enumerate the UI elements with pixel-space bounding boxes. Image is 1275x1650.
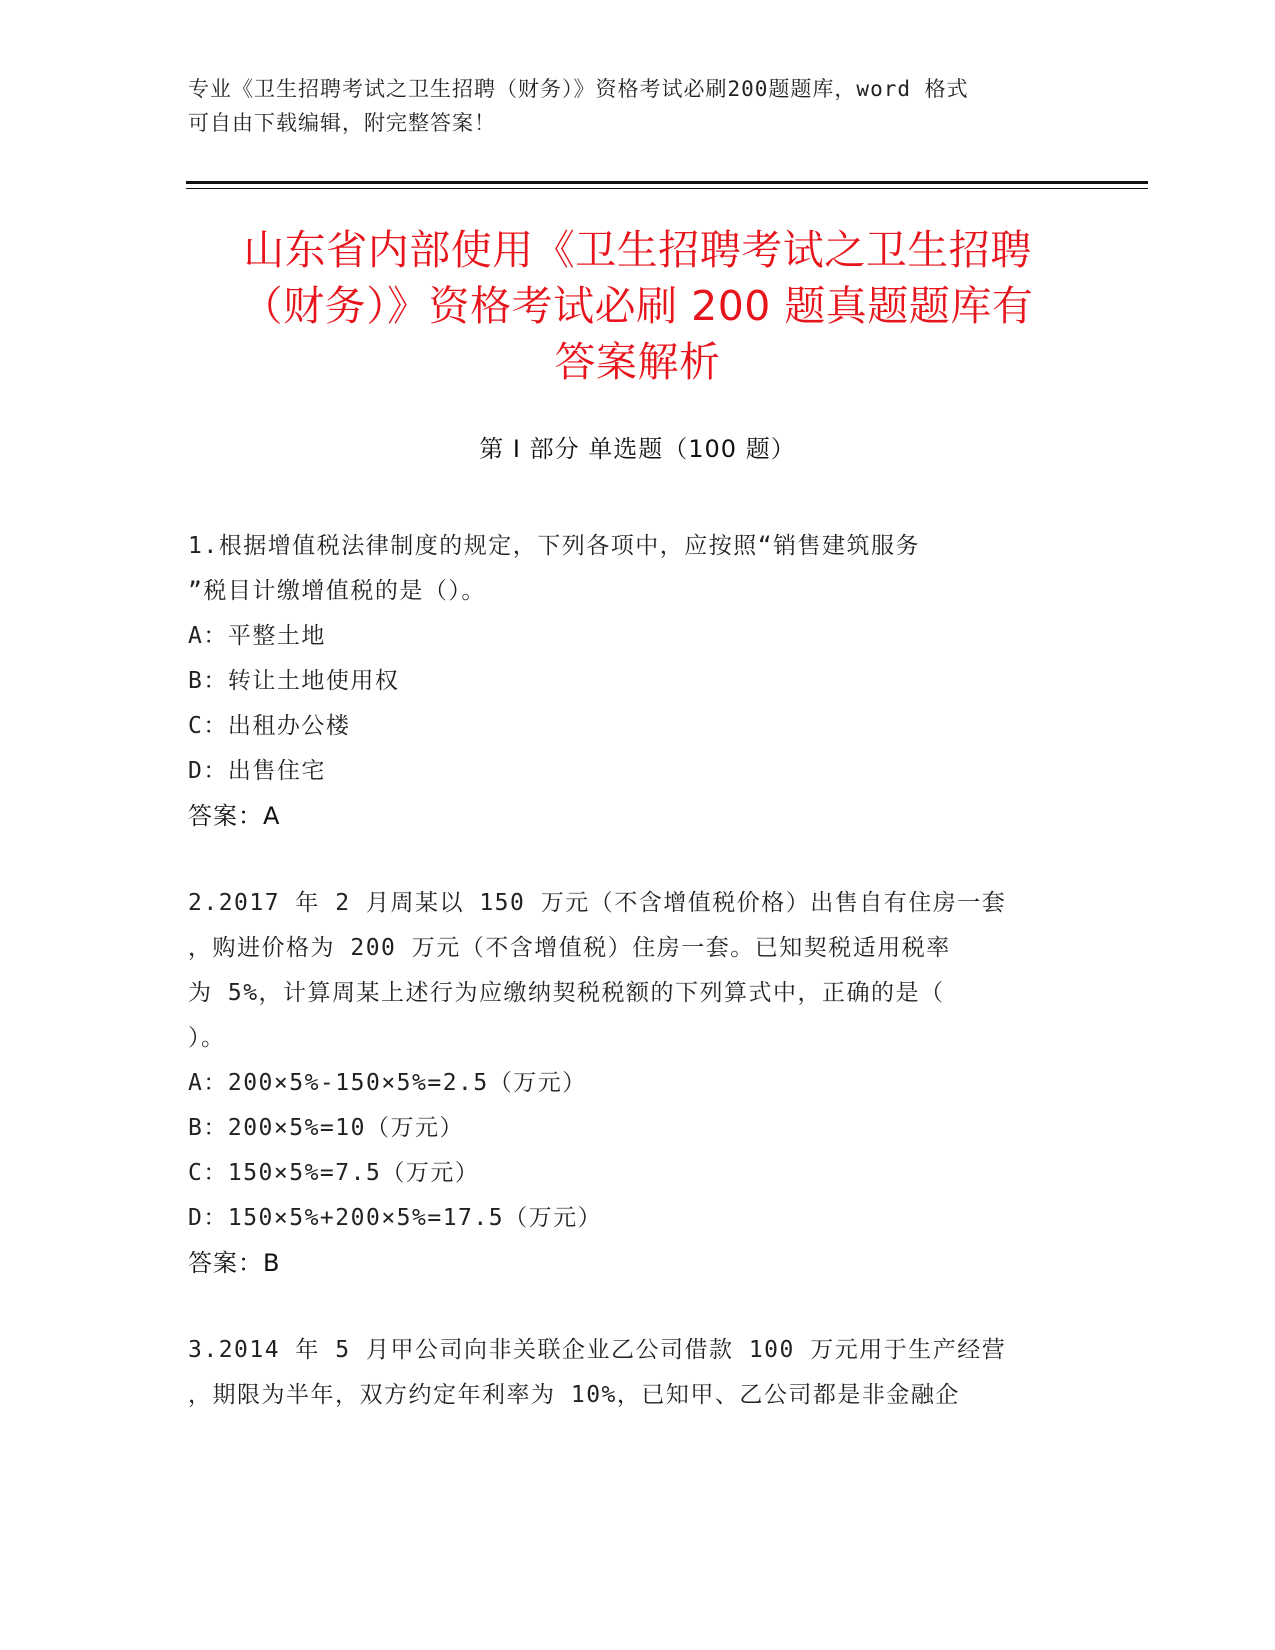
question-text-line: 1.根据增值税法律制度的规定，下列各项中，应按照“销售建筑服务	[188, 533, 921, 559]
question-item	[188, 1328, 1088, 1418]
header-rule-thin	[186, 188, 1148, 189]
answer-label: 答案：B	[188, 1249, 281, 1277]
question-text-line: 为 5%，计算周某上述行为应缴纳契税税额的下列算式中，正确的是（	[188, 980, 945, 1006]
question-text	[188, 1328, 1088, 1418]
option-c: C：150×5%=7.5（万元）	[188, 1160, 480, 1186]
option-b: B：200×5%=10（万元）	[188, 1115, 464, 1141]
title-line: （财务）》资格考试必刷 200 题真题题库有	[241, 282, 1034, 330]
title-line: 答案解析	[554, 338, 721, 386]
option-a: A：平整土地	[188, 623, 326, 649]
question-text-line: ”税目计缴增值税的是（）。	[188, 578, 486, 604]
section-heading: 第 I 部分 单选题（100 题）	[479, 435, 796, 463]
option-d: D：出售住宅	[188, 758, 326, 784]
option-d: D：150×5%+200×5%=17.5（万元）	[188, 1205, 603, 1231]
document-title	[170, 222, 1105, 390]
question-item	[188, 524, 1088, 839]
option-a: A：200×5%-150×5%=2.5（万元）	[188, 1070, 587, 1096]
question-text-line: ，购进价格为 200 万元（不含增值税）住房一套。已知契税适用税率	[188, 935, 951, 961]
question-text	[188, 881, 1088, 1061]
question-text-line: 2.2017 年 2 月周某以 150 万元（不含增值税价格）出售自有住房一套	[188, 890, 1007, 916]
question-text-line: ）。	[188, 1025, 226, 1051]
header-note-line: 可自由下载编辑，附完整答案！	[188, 111, 496, 135]
header-note	[188, 72, 1088, 140]
title-line: 山东省内部使用《卫生招聘考试之卫生招聘	[243, 226, 1032, 274]
answer-label: 答案：A	[188, 802, 281, 830]
question-text-line: ，期限为半年，双方约定年利率为 10%，已知甲、乙公司都是非金融企	[188, 1382, 960, 1408]
question-text	[188, 524, 1088, 614]
option-c: C：出租办公楼	[188, 713, 351, 739]
header-note-line: 专业《卫生招聘考试之卫生招聘（财务）》资格考试必刷200题题库，word 格式	[188, 77, 969, 101]
question-text-line: 3.2014 年 5 月甲公司向非关联企业乙公司借款 100 万元用于生产经营	[188, 1337, 1007, 1363]
question-item	[188, 881, 1088, 1286]
header-rule-thick	[186, 181, 1148, 184]
option-b: B：转让土地使用权	[188, 668, 400, 694]
